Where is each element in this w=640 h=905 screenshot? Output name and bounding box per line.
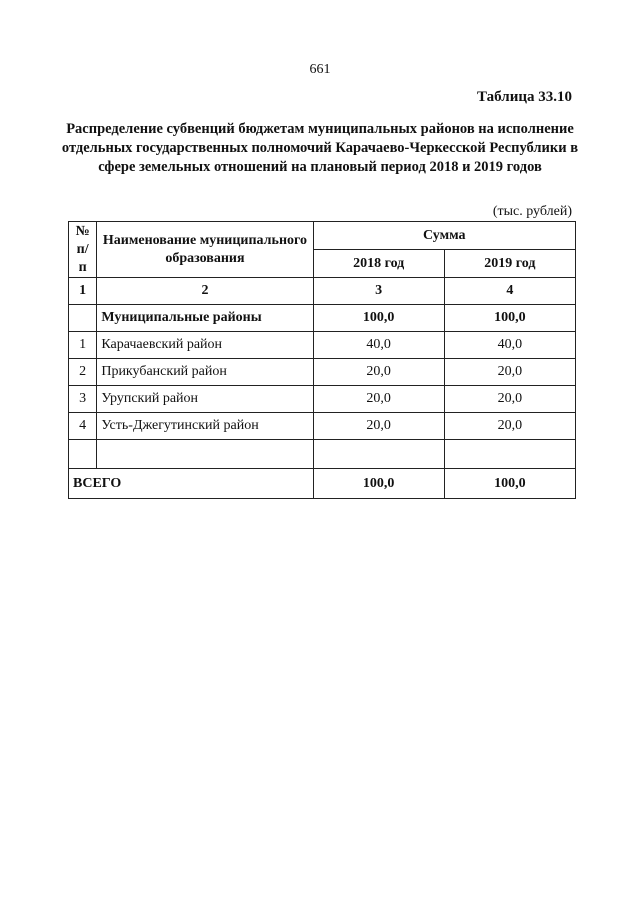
row-value-2018: 20,0 [313,413,444,440]
row-name: Муниципальные районы [97,305,313,332]
row-value-2019: 40,0 [444,332,575,359]
row-value-2019: 100,0 [444,305,575,332]
row-value-2018: 20,0 [313,386,444,413]
row-num: 3 [69,386,97,413]
row-num: 1 [69,332,97,359]
group-row [69,305,576,332]
row-value-2019: 20,0 [444,359,575,386]
header-year-2019: 2019 год [444,250,575,278]
row-name: Урупский район [97,386,313,413]
table-row [69,413,576,440]
table-row [69,359,576,386]
table-label: Таблица 33.10 [477,89,572,105]
row-name: Карачаевский район [97,332,313,359]
header-num: № п/п [69,222,97,278]
table-row [69,332,576,359]
total-label: ВСЕГО [69,469,314,499]
row-num [69,305,97,332]
column-index: 2 [97,278,313,305]
row-value-2018: 20,0 [313,359,444,386]
header-year-2018: 2018 год [313,250,444,278]
row-value-2019: 20,0 [444,386,575,413]
empty-row [69,440,576,469]
row-name: Прикубанский район [97,359,313,386]
row-num: 2 [69,359,97,386]
row-value-2018: 40,0 [313,332,444,359]
header-name: Наименование муниципального образования [97,222,313,278]
column-index: 4 [444,278,575,305]
page-number: 661 [309,62,331,77]
column-index-row [69,278,576,305]
total-row [69,469,576,499]
total-value-2019: 100,0 [444,469,575,499]
row-value-2019: 20,0 [444,413,575,440]
column-index: 3 [313,278,444,305]
total-value-2018: 100,0 [313,469,444,499]
header-sum: Сумма [313,222,575,250]
column-index: 1 [69,278,97,305]
subvention-table [68,221,576,499]
row-num: 4 [69,413,97,440]
row-name: Усть-Джегутинский район [97,413,313,440]
unit-note: (тыс. рублей) [492,204,572,219]
document-title: Распределение субвенций бюджетам муниципальных районов на исполнение отдельных государственных полномочий Карачаево-Черкесской Республики в сфере земельных отношений на плановый период 2018 и 2019 годов [61,121,579,175]
table-header-row [69,222,576,250]
table-row [69,386,576,413]
row-value-2018: 100,0 [313,305,444,332]
